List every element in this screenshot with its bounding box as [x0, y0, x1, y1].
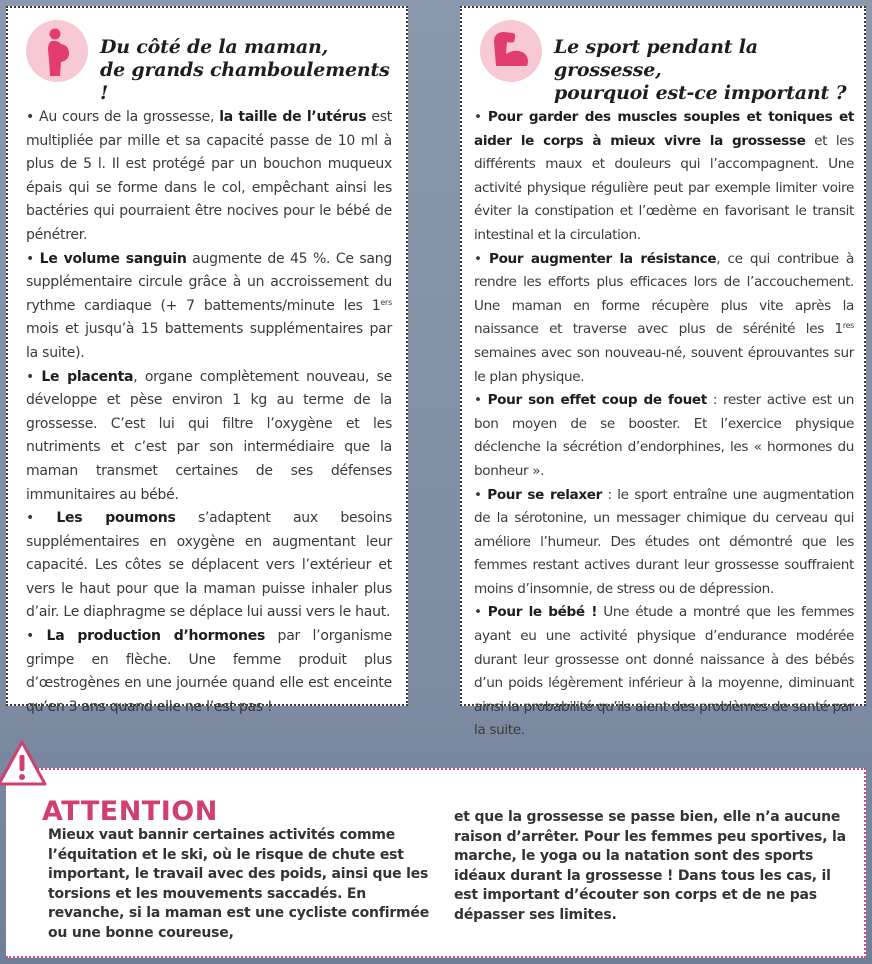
paragraph-blood-volume: • Le volume sanguin augmente de 45 %. Ce sang supplémentaire circule grâce à un accroissement du rythme cardiaque (+ 7 battements/minute les 1ers mois et jusqu’à 15 battements supplémentaires par la suite).: [26, 250, 393, 361]
attention-text-col-1: Mieux vaut bannir certaines activités comme l’équitation et le ski, où le risque de chute est important, le travail avec des poids, ainsi que les torsions et les mouvements saccadés. En revanche, si la maman est une cycliste confirmée ou une bonne coureuse,: [48, 827, 429, 941]
attention-title: ATTENTION: [42, 796, 218, 827]
card-header: [480, 20, 854, 104]
card-title: Le sport pendant la grossesse, pourquoi est-ce important ?: [554, 36, 847, 104]
flexed-arm-icon: [480, 20, 542, 82]
paragraph-relax: • Pour se relaxer : le sport entraîne une augmentation de la sérotonine, un messager chimique du cerveau qui améliore l’humeur. Des études ont démontré que les femmes restant actives durant leur grossesse souffraient moins d’insomnie, de stress ou de dépression.: [474, 486, 854, 597]
sport-importance-card: [460, 6, 866, 739]
paragraph-baby: • Pour le bébé ! Une étude a montré que les femmes ayant eu une activité physique d’endurance modérée durant leur grossesse ont donné naissance à des bébés d’un poids légèrement inférieur à la moyenne, diminuant ainsi la probabilité qu’ils aient des problèmes de santé par la suite.: [474, 604, 855, 739]
maternal-changes-card: [6, 6, 408, 715]
paragraph-uterus: • Au cours de la grossesse, la taille de l’utérus est multipliée par mille et sa capacité passe de 10 ml à plus de 5 l. Il est protégé par un bouchon muqueux épais qui se forme dans le col, empêchant ainsi les bactéries qui pourraient être nocives pour le bébé de pénétrer.: [26, 109, 392, 243]
paragraph-placenta: • Le placenta, organe complètement nouveau, se développe et pèse environ 1 kg au terme de la grossesse. C’est lui qui filtre l’oxygène et les nutriments et c’est par son intermédiaire que la maman transmet certaines de ses défenses immunitaires au bébé.: [26, 368, 392, 503]
pregnant-woman-icon: [26, 20, 88, 82]
paragraph-resistance: • Pour augmenter la résistance, ce qui contribue à rendre les efforts plus efficaces lors de l’accouchement. Une maman en forme récupère plus vite après la naissance et traverse avec plus de sérénité les 1res semaines avec son nouveau-né, souvent éprouvantes sur le plan physique.: [474, 250, 855, 385]
card-title: Du côté de la maman, de grands chamboulements !: [100, 36, 390, 104]
paragraph-muscles: • Pour garder des muscles souples et toniques et aider le corps à mieux vivre la grossesse et les différents maux et douleurs qui l’accompagnent. Une activité physique régulière peut par exemple limiter voire éviter la constipation et l’œdème en favorisant le transit intestinal et la circulation.: [474, 109, 854, 243]
card-body: [26, 106, 392, 719]
paragraph-boost: • Pour son effet coup de fouet : rester active est un bon moyen de se booster. Et l’exercice physique déclenche la sécrétion d’endorphines, les « hormones du bonheur ».: [474, 392, 855, 479]
card-body: [474, 106, 854, 743]
paragraph-lungs: • Les poumons s’adaptent aux besoins supplémentaires en oxygène en augmentant leur capacité. Les côtes se déplacent vers l’extérieur et vers le haut pour que la maman puisse inhaler plus d’air. Le diaphragme se déplace lui aussi vers le haut.: [26, 510, 392, 621]
attention-text-col-2: et que la grossesse se passe bien, elle n’a aucune raison d’arrêter. Pour les femmes peu sportives, la marche, le yoga ou la natation sont des sports idéaux durant la grossesse ! Dans tous les cas, il est important d’écouter son corps et de ne pas dépasser ses limites.: [454, 809, 846, 923]
card-header: [26, 20, 396, 104]
warning-triangle-icon: [0, 738, 48, 790]
paragraph-hormones: • La production d’hormones par l’organisme grimpe en flèche. Une femme produit plus d’œstrogènes en une journée quand elle est enceinte qu’en 3 ans quand elle ne l’est pas !: [26, 628, 392, 715]
